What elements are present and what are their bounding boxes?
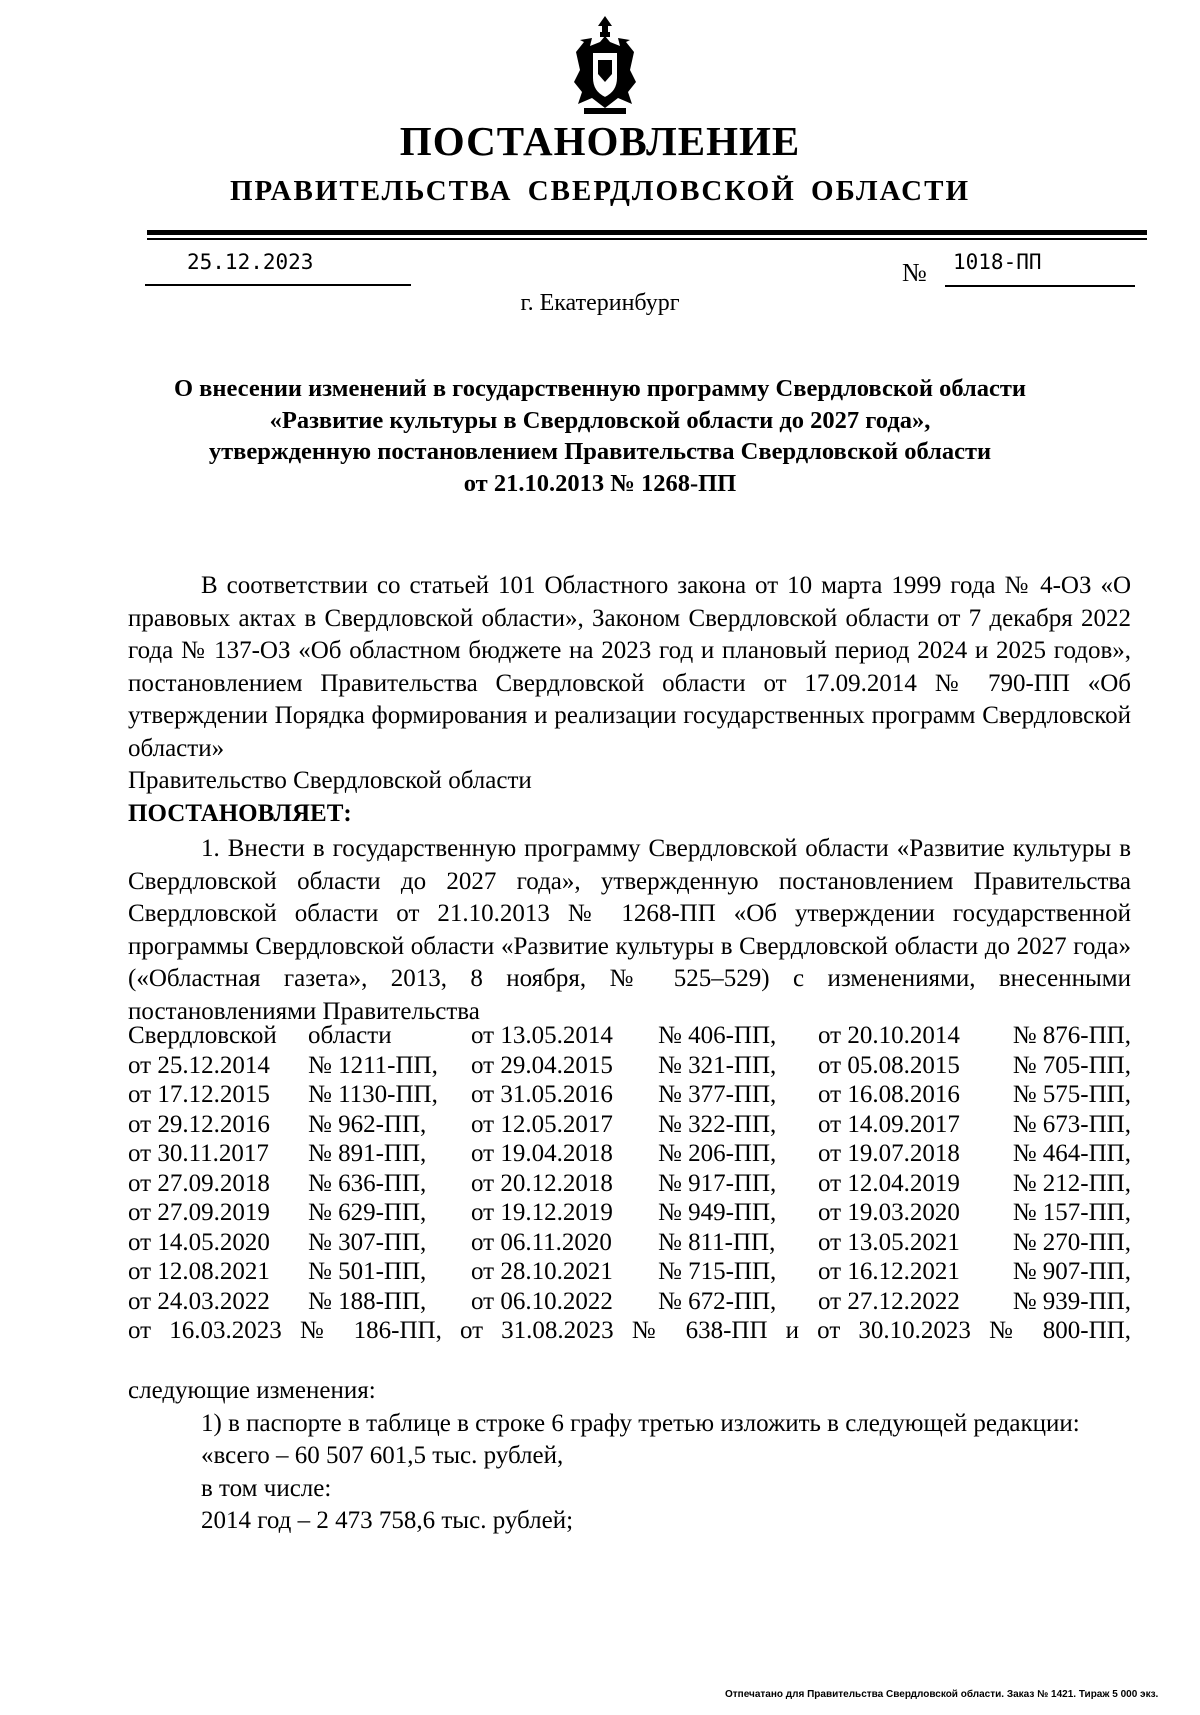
amendment-cell: № 1130-ПП,	[308, 1081, 438, 1108]
amendment-cell: от 13.05.2021	[818, 1228, 960, 1256]
amendment-cell: от 29.12.2016	[128, 1110, 270, 1138]
amendment-cell: № 270-ПП,	[1012, 1228, 1131, 1256]
city-label: г. Екатеринбург	[520, 290, 680, 316]
amendment-cell: от 12.08.2021	[128, 1258, 270, 1285]
amendment-cell: № 377-ПП,	[658, 1081, 777, 1108]
document-date: 25.12.2023	[187, 250, 314, 274]
amendment-cell: № 705-ПП,	[1012, 1051, 1131, 1079]
decree-word: ПОСТАНОВЛЯЕТ:	[128, 799, 352, 827]
amendment-cell: № 811-ПП,	[658, 1228, 776, 1256]
amendment-cell: № 501-ПП,	[308, 1258, 427, 1285]
amendment-cell: от 29.04.2015	[471, 1051, 613, 1079]
changes-intro: следующие изменения:	[128, 1377, 376, 1404]
amendment-cell: от 12.05.2017	[471, 1110, 613, 1138]
amendment-cell: № 406-ПП,	[658, 1022, 777, 1049]
heading-line-1: О внесении изменений в государственную программу Свердловской области	[173, 375, 1027, 402]
amendment-cell: от 13.05.2014	[471, 1022, 613, 1049]
number-sign: №	[902, 258, 927, 287]
header-rule-thin	[147, 238, 1147, 240]
amendment-cell: от 14.09.2017	[818, 1110, 960, 1138]
amendment-cell: от 19.07.2018	[818, 1140, 960, 1167]
issuer-title: ПРАВИТЕЛЬСТВА СВЕРДЛОВСКОЙ ОБЛАСТИ	[229, 175, 971, 207]
amendment-cell: № 1211-ПП,	[308, 1051, 438, 1079]
amendment-row	[128, 1197, 1131, 1229]
date-underline	[145, 284, 411, 286]
year-2014-amount: 2014 год – 2 473 758,6 тыс. рублей;	[201, 1507, 574, 1534]
amendment-row	[128, 1109, 1131, 1141]
coat-of-arms-emblem	[570, 12, 640, 120]
amendment-cell: № 206-ПП,	[658, 1140, 777, 1167]
amendment-row	[128, 1256, 1131, 1288]
amendment-cell: № 891-ПП,	[308, 1140, 427, 1167]
amendment-cell: № 917-ПП,	[658, 1169, 777, 1197]
amendment-cell: № 575-ПП,	[1012, 1081, 1131, 1108]
amendment-cell: от 28.10.2021	[471, 1258, 613, 1285]
document-heading	[0, 373, 1200, 499]
amendment-cell: области	[308, 1022, 392, 1049]
amendment-cell: от 27.12.2022	[818, 1287, 960, 1315]
amendment-cell: № 907-ПП,	[1012, 1258, 1131, 1285]
amendment-row-last: от 16.03.2023 № 186-ПП, от 31.08.2023 № 638-ПП и от 30.10.2023 № 800-ПП,	[128, 1317, 1131, 1344]
amendment-cell: от 24.03.2022	[128, 1287, 270, 1315]
amendment-row	[128, 1050, 1131, 1082]
amendment-cell: от 16.08.2016	[818, 1081, 960, 1108]
amendment-cell: № 322-ПП,	[658, 1110, 777, 1138]
preamble-text: В соответствии со статьей 101 Областного закона от 10 марта 1999 года № 4-ОЗ «О правовых актах в Свердловской области», Законом Свердловской области от 7 декабря 2022 года № 137-ОЗ «Об областном бюджете на 2023 год и плановый период 2024 и 2025 годов», постановлением Правительства Свердловской области от 17.09.2014 № 790-ПП «Об утверждении Порядка формирования и реализации государственных программ Свердловской области»	[128, 572, 1131, 762]
amendment-cell: от 06.11.2020	[471, 1228, 612, 1256]
amendment-cell: № 212-ПП,	[1012, 1169, 1131, 1197]
amendment-cell: от 12.04.2019	[818, 1169, 960, 1197]
amendment-cell: от 30.11.2017	[128, 1140, 269, 1167]
document-number: 1018-ПП	[953, 250, 1042, 274]
amendment-row	[128, 1020, 1131, 1052]
amendment-cell: № 962-ПП,	[308, 1110, 427, 1138]
amendment-cell: от 19.12.2019	[471, 1199, 613, 1226]
amendment-cell: Свердловской	[128, 1022, 277, 1049]
amendment-cell: от 27.09.2019	[128, 1199, 270, 1226]
amendment-cell: № 636-ПП,	[308, 1169, 427, 1197]
heading-line-4: от 21.10.2013 № 1268-ПП	[463, 469, 737, 497]
amendment-cell: № 672-ПП,	[658, 1287, 777, 1315]
amendment-cell: от 20.10.2014	[818, 1022, 960, 1049]
amendment-cell: № 876-ПП,	[1012, 1022, 1131, 1049]
paragraph-1-text: 1. Внести в государственную программу Свердловской области «Развитие культуры в Свердловской области до 2027 года», утвержденную постановлением Правительства Свердловской области от 21.10.2013 № 1268-ПП «Об утверждении государственной программы Свердловской области «Развитие культуры в Свердловской области до 2027 года» («Областная газета», 2013, 8 ноября, № 525–529) с изменениями, внесенными постановлениями Правительства	[128, 835, 1131, 1025]
heading-line-3: утвержденную постановлением Правительства Свердловской области	[208, 438, 992, 465]
amendment-cell: № 157-ПП,	[1012, 1199, 1131, 1226]
print-note: Отпечатано для Правительства Свердловской области. Заказ № 1421. Тираж 5 000 экз.	[725, 1689, 1159, 1700]
document-type-title: ПОСТАНОВЛЕНИЕ	[399, 118, 801, 164]
amendment-row	[128, 1079, 1131, 1111]
amendment-cell: от 05.08.2015	[818, 1051, 960, 1079]
amendment-row	[128, 1286, 1131, 1318]
amendment-cell: № 307-ПП,	[308, 1228, 427, 1256]
preamble	[128, 570, 1131, 830]
amendment-cell: от 20.12.2018	[471, 1169, 613, 1197]
including-label: в том числе:	[201, 1474, 332, 1502]
amendment-cell: от 25.12.2014	[128, 1051, 270, 1079]
amendment-cell: № 464-ПП,	[1012, 1140, 1131, 1167]
amendment-cell: от 16.12.2021	[818, 1258, 960, 1285]
amendment-row	[128, 1138, 1131, 1170]
amendment-cell: от 14.05.2020	[128, 1228, 270, 1256]
heading-line-2: «Развитие культуры в Свердловской области до 2027 года»,	[269, 406, 931, 434]
amendment-cell: от 06.10.2022	[471, 1287, 613, 1315]
amendment-cell: № 629-ПП,	[308, 1199, 427, 1226]
amendment-cell: № 939-ПП,	[1012, 1287, 1131, 1315]
amendment-cell: № 949-ПП,	[658, 1199, 777, 1226]
amendment-cell: от 27.09.2018	[128, 1169, 270, 1197]
changes-section	[128, 1375, 1131, 1538]
item-1: 1) в паспорте в таблице в строке 6 графу третью изложить в следующей редакции:	[201, 1409, 1080, 1437]
amendment-cell: от 19.03.2020	[818, 1199, 960, 1226]
amendment-cell: от 19.04.2018	[471, 1140, 613, 1167]
number-underline	[945, 285, 1135, 287]
header-rule-thick	[147, 230, 1147, 235]
amendment-cell: от 31.05.2016	[471, 1081, 613, 1108]
amendment-cell: № 188-ПП,	[308, 1287, 427, 1315]
amendment-cell: № 673-ПП,	[1012, 1110, 1131, 1138]
amendment-row	[128, 1227, 1131, 1259]
amendment-cell: от 17.12.2015	[128, 1081, 270, 1108]
amendment-cell: № 715-ПП,	[658, 1258, 777, 1285]
amendment-cell: № 321-ПП,	[658, 1051, 777, 1079]
paragraph-1	[128, 833, 1131, 1028]
total-amount: «всего – 60 507 601,5 тыс. рублей,	[201, 1442, 564, 1469]
preamble-subject: Правительство Свердловской области	[128, 767, 532, 794]
amendment-row	[128, 1168, 1131, 1200]
